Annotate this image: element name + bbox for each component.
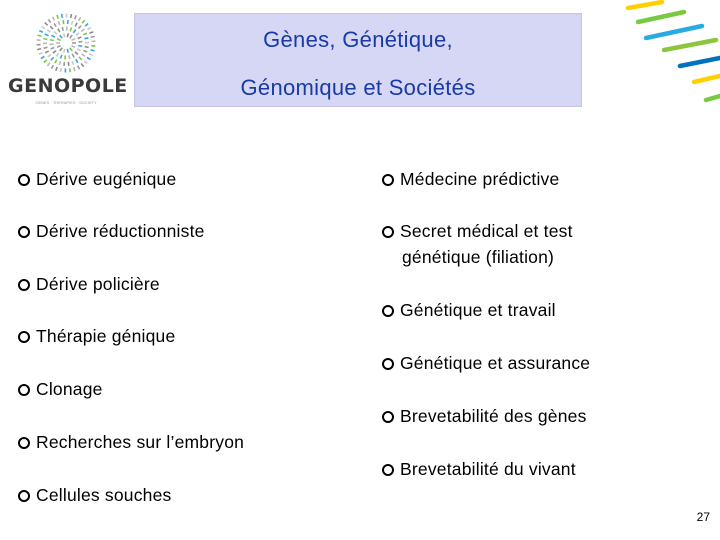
emblem-dash	[70, 68, 71, 72]
emblem-dash	[79, 17, 81, 20]
emblem-dash	[64, 33, 65, 37]
bullet-icon	[382, 305, 394, 317]
emblem-dash	[42, 26, 45, 28]
emblem-dash	[45, 34, 49, 36]
emblem-dash	[91, 50, 95, 51]
emblem-dash	[48, 54, 51, 56]
bullet-icon	[18, 384, 30, 396]
right-item-label: Génétique et travail	[400, 300, 556, 320]
emblem-dash	[70, 48, 72, 51]
emblem-dash	[75, 23, 77, 27]
left-item-3	[18, 273, 160, 295]
emblem-dash	[71, 14, 72, 18]
title-box	[134, 13, 582, 107]
emblem-dash	[44, 60, 47, 63]
emblem-dash	[83, 33, 87, 35]
bullet-icon	[382, 358, 394, 370]
left-item-2	[18, 220, 205, 242]
emblem-dash	[58, 29, 60, 32]
decorative-stripes-icon	[610, 0, 720, 110]
bullet-icon	[382, 174, 394, 186]
left-item-label: Recherches sur l’embryon	[36, 432, 245, 452]
emblem-dash	[81, 29, 84, 31]
genopole-logo	[8, 12, 128, 112]
emblem-dash	[57, 39, 61, 41]
emblem-dash	[50, 40, 54, 41]
emblem-dash	[62, 27, 63, 31]
right-item-label-continued: génétique (filiation)	[402, 247, 555, 267]
emblem-dash	[54, 31, 57, 34]
bullet-icon	[18, 226, 30, 238]
emblem-dash	[77, 49, 81, 51]
emblem-dash	[84, 50, 88, 52]
emblem-dash	[76, 33, 79, 35]
left-item-label: Dérive réductionniste	[36, 221, 205, 241]
right-item-label: Génétique et assurance	[400, 353, 591, 373]
emblem-dash	[85, 47, 89, 48]
emblem-dash	[44, 47, 48, 48]
bullet-icon	[18, 437, 30, 449]
emblem-dash	[58, 21, 59, 25]
emblem-dash	[79, 57, 82, 60]
right-item-label: Médecine prédictive	[400, 169, 560, 189]
emblem-dash	[75, 15, 76, 19]
emblem-dash	[78, 37, 82, 38]
bullet-icon	[382, 411, 394, 423]
emblem-dash	[60, 55, 61, 59]
emblem-dash	[82, 54, 85, 56]
emblem-dash	[62, 14, 63, 18]
emblem-dash	[90, 32, 94, 34]
emblem-dash	[38, 35, 42, 36]
emblem-dash	[53, 17, 55, 21]
logo-tagline: GENES · THERAPIES · SOCIETY	[35, 100, 97, 105]
emblem-dash	[39, 53, 43, 55]
emblem-dash	[47, 63, 50, 66]
emblem-dash	[88, 27, 91, 29]
right-item-6	[382, 458, 576, 480]
left-item-4	[18, 325, 175, 347]
emblem-dash	[51, 48, 55, 49]
emblem-dash	[45, 51, 49, 53]
left-item-label: Dérive policière	[36, 274, 160, 294]
emblem-dash	[81, 63, 83, 66]
emblem-dash	[87, 57, 90, 59]
right-item-1	[382, 168, 559, 190]
emblem-dash	[61, 68, 62, 72]
emblem-dash	[53, 51, 56, 53]
emblem-dash	[70, 27, 71, 31]
deco-stripe	[706, 96, 720, 100]
emblem-dash	[39, 31, 43, 33]
emblem-dash	[78, 66, 80, 70]
bullet-icon	[382, 464, 394, 476]
right-item-label: Secret médical et test	[400, 221, 573, 241]
bullet-icon	[18, 279, 30, 291]
left-item-label: Dérive eugénique	[36, 169, 177, 189]
emblem-dash	[48, 19, 50, 22]
emblem-dash	[71, 46, 75, 48]
emblem-dash	[56, 67, 57, 71]
right-item-2	[382, 220, 573, 268]
emblem-dash	[57, 46, 61, 48]
deco-stripe	[694, 76, 720, 82]
deco-stripe	[664, 40, 716, 50]
emblem-dash	[43, 39, 47, 40]
deco-stripe	[638, 12, 684, 22]
emblem-dash	[55, 60, 57, 64]
emblem-dash	[45, 23, 48, 26]
bullet-icon	[18, 490, 30, 502]
left-item-label: Cellules souches	[36, 485, 172, 505]
emblem-dash	[82, 20, 85, 23]
emblem-dash	[71, 39, 75, 41]
emblem-dash	[75, 52, 78, 55]
logo-wordmark: GENOPOLE	[8, 75, 128, 97]
page-number: 27	[696, 510, 710, 524]
genopole-emblem-icon	[8, 12, 124, 74]
emblem-dash	[37, 49, 41, 50]
emblem-dash	[57, 15, 58, 19]
emblem-dash	[47, 30, 50, 32]
left-item-5	[18, 378, 103, 400]
emblem-dash	[59, 61, 60, 65]
emblem-dash	[78, 26, 81, 29]
deco-stripe	[628, 2, 662, 8]
title-line-1: Gènes, Génétique,	[263, 27, 453, 52]
emblem-dash	[51, 57, 54, 60]
emblem-dash	[51, 35, 55, 37]
right-item-5	[382, 405, 587, 427]
left-item-6	[18, 431, 244, 453]
emblem-dash	[60, 48, 62, 51]
right-item-label: Brevetabilité du vivant	[400, 459, 576, 479]
title-line-2: Génomique et Sociétés	[240, 75, 476, 100]
emblem-dash	[85, 38, 89, 39]
emblem-dash	[91, 36, 95, 37]
left-item-7	[18, 484, 172, 506]
left-item-label: Clonage	[36, 379, 103, 399]
emblem-dash	[60, 35, 62, 38]
deco-stripe	[680, 58, 720, 66]
bullet-icon	[382, 226, 394, 238]
deco-stripe	[646, 26, 702, 38]
emblem-dash	[84, 61, 87, 64]
emblem-dash	[67, 49, 68, 53]
bullet-icon	[18, 174, 30, 186]
left-item-1	[18, 168, 176, 190]
left-item-label: Thérapie génique	[36, 326, 176, 346]
emblem-dash	[76, 59, 78, 62]
emblem-dash	[73, 30, 75, 33]
emblem-dash	[56, 53, 58, 56]
emblem-dash	[78, 45, 82, 46]
right-item-label: Brevetabilité des gènes	[400, 406, 587, 426]
emblem-dash	[70, 35, 72, 38]
emblem-dash	[85, 23, 88, 26]
emblem-dash	[41, 56, 44, 58]
emblem-dash	[72, 54, 74, 57]
emblem-dash	[67, 33, 68, 37]
right-item-4	[382, 352, 590, 374]
emblem-dash	[72, 21, 73, 25]
emblem-dash	[50, 26, 53, 29]
emblem-dash	[74, 67, 75, 71]
emblem-dash	[89, 54, 93, 56]
right-item-3	[382, 299, 556, 321]
emblem-dash	[69, 55, 70, 59]
bullet-icon	[18, 331, 30, 343]
emblem-dash	[72, 61, 73, 65]
emblem-dash	[54, 23, 56, 26]
emblem-dash	[64, 49, 65, 53]
emblem-dash	[51, 65, 53, 68]
